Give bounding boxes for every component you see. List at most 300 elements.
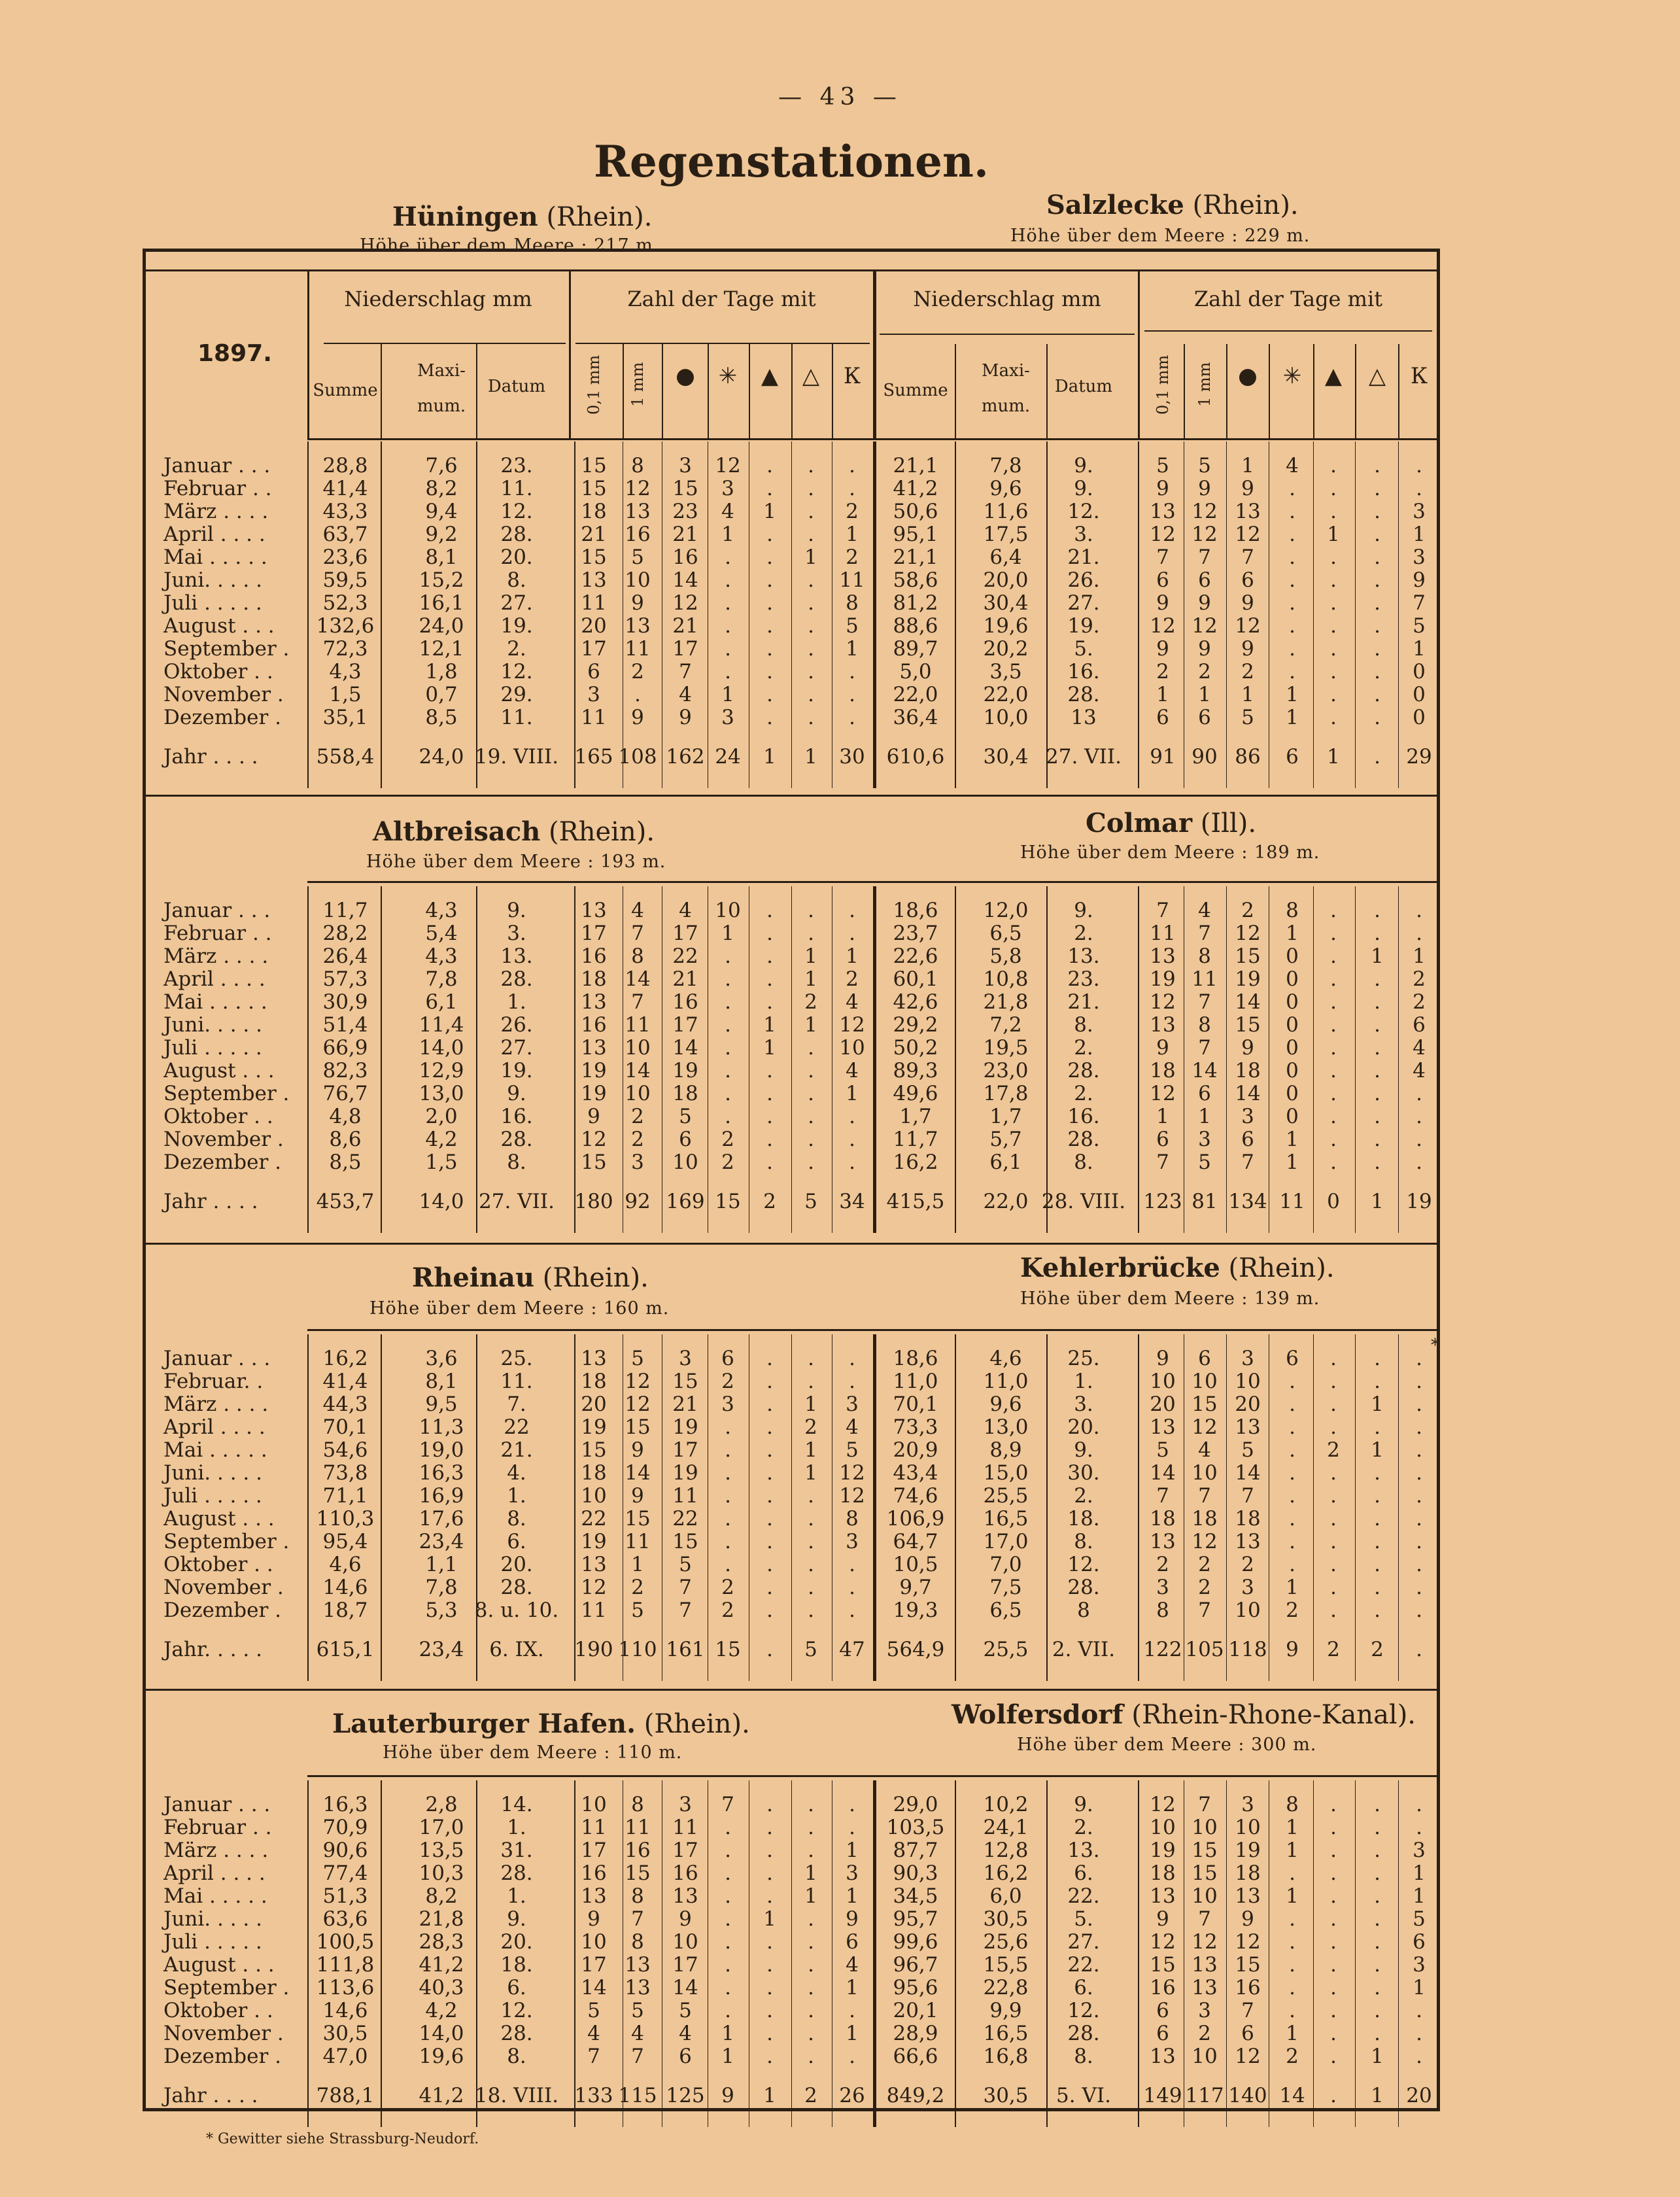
- cell-left: 11: [839, 568, 865, 592]
- cell-left: 558,4: [316, 745, 375, 769]
- cell-right: 25.: [1067, 1347, 1100, 1370]
- cell-right: 28.: [1067, 2022, 1100, 2045]
- cell-right: 5. VI.: [1056, 2084, 1111, 2107]
- cell-right: 11: [1191, 967, 1218, 991]
- cell-left: .: [766, 1599, 773, 1622]
- cell-right: 9: [1156, 477, 1169, 500]
- cell-left: 13: [625, 500, 651, 523]
- cell-right: 6: [1241, 2022, 1254, 2045]
- cell-left: 47: [839, 1638, 865, 1661]
- cell-left: 2: [631, 1128, 644, 1151]
- cell-right: .: [1416, 1599, 1422, 1622]
- cell-right: 8: [1198, 1013, 1211, 1037]
- cell-right: 3: [1156, 1576, 1169, 1599]
- cell-left: .: [849, 706, 855, 729]
- cell-right: 134: [1228, 1190, 1267, 1213]
- cell-left: .: [808, 1082, 814, 1105]
- month-label: Mai . . . . .: [163, 990, 267, 1014]
- cell-right: 0: [1286, 944, 1299, 968]
- cell-left: 19. VIII.: [474, 745, 559, 769]
- cell-left: 8,2: [425, 477, 458, 500]
- cell-left: .: [725, 944, 731, 968]
- cell-left: .: [766, 1438, 773, 1462]
- cell-left: 19,6: [419, 2045, 464, 2068]
- cell-left: .: [849, 454, 855, 477]
- cell-right: 3: [1413, 1953, 1426, 1977]
- cell-left: .: [766, 1370, 773, 1393]
- cell-left: 11: [625, 1816, 651, 1839]
- cell-right: 12: [1191, 523, 1218, 546]
- cell-left: 9: [631, 706, 644, 729]
- table-row: [0, 1082, 1680, 1105]
- cell-left: 11: [672, 1816, 698, 1839]
- cell-left: 2: [721, 1128, 734, 1151]
- cell-right: .: [1330, 2084, 1337, 2107]
- cell-left: 4,3: [329, 660, 362, 683]
- cell-right: .: [1330, 1370, 1337, 1393]
- month-label: März . . . .: [163, 500, 269, 523]
- cell-right: .: [1330, 1082, 1337, 1105]
- cell-right: 1: [1286, 2022, 1299, 2045]
- header-rule: [575, 343, 870, 344]
- cell-right: 1: [1371, 944, 1384, 968]
- cell-left: .: [766, 454, 773, 477]
- cell-right: 4: [1413, 1059, 1426, 1082]
- month-label: Dezember .: [163, 1150, 281, 1174]
- cell-right: .: [1374, 523, 1380, 546]
- cell-left: 22: [581, 1507, 607, 1531]
- cell-left: 12: [625, 1370, 651, 1393]
- cell-right: .: [1330, 967, 1337, 991]
- cell-right: .: [1330, 1816, 1337, 1839]
- cell-right: 9: [1156, 591, 1169, 615]
- header-summe: Summe: [313, 381, 378, 400]
- cell-left: .: [766, 1816, 773, 1839]
- cell-left: .: [808, 1839, 814, 1862]
- cell-right: 117: [1185, 2084, 1224, 2107]
- cell-left: .: [849, 1128, 855, 1151]
- cell-right: 2. VII.: [1052, 1638, 1116, 1661]
- cell-right: 9: [1241, 477, 1254, 500]
- cell-right: 16: [1235, 1976, 1261, 1999]
- cell-right: 7: [1241, 1999, 1254, 2022]
- cell-left: 23.: [500, 454, 533, 477]
- cell-right: .: [1289, 1370, 1295, 1393]
- cell-right: .: [1374, 500, 1380, 523]
- cell-right: 8: [1286, 899, 1299, 922]
- cell-left: 17: [672, 1013, 698, 1037]
- cell-left: 12: [839, 1013, 865, 1037]
- cell-left: 11: [581, 1816, 607, 1839]
- cell-left: 22: [504, 1415, 530, 1439]
- month-label: August . . .: [163, 1953, 275, 1977]
- cell-right: .: [1374, 1507, 1380, 1531]
- cell-right: .: [1330, 660, 1337, 683]
- table-row: [0, 1060, 1680, 1082]
- cell-right: 13: [1235, 1884, 1261, 1908]
- cell-left: 4: [846, 990, 859, 1014]
- cell-left: 190: [574, 1638, 613, 1661]
- month-label: Juli . . . . .: [163, 1930, 262, 1954]
- cell-right: 7,2: [989, 1013, 1022, 1037]
- cell-right: .: [1374, 1576, 1380, 1599]
- cell-right: .: [1289, 1976, 1295, 1999]
- cell-left: 21: [581, 523, 607, 546]
- cell-right: 10,0: [983, 706, 1029, 729]
- cell-left: 27.: [500, 591, 533, 615]
- cell-right: .: [1289, 637, 1295, 661]
- cell-left: 5,3: [425, 1599, 458, 1622]
- cell-left: 11: [625, 637, 651, 661]
- cell-left: .: [808, 660, 814, 683]
- cell-right: .: [1416, 1638, 1422, 1661]
- cell-left: 18,7: [322, 1599, 368, 1622]
- cell-left: 19.: [500, 1059, 533, 1082]
- cell-right: 3.: [1074, 1393, 1093, 1416]
- cell-left: 15: [581, 1438, 607, 1462]
- cell-right: 5,8: [989, 944, 1022, 968]
- cell-right: 1: [1286, 1128, 1299, 1151]
- cell-left: 17: [672, 637, 698, 661]
- cell-left: 169: [666, 1190, 705, 1213]
- cell-left: 1: [804, 1861, 817, 1885]
- month-label: Jahr . . . .: [163, 2084, 258, 2107]
- cell-right: 0: [1286, 1059, 1299, 1082]
- table-row: [0, 1416, 1680, 1439]
- cell-left: 15: [715, 1638, 741, 1661]
- cell-right: .: [1416, 922, 1422, 945]
- table-row: [0, 1128, 1680, 1151]
- cell-right: .: [1330, 1507, 1337, 1531]
- cell-left: .: [808, 477, 814, 500]
- cell-right: 1: [1413, 523, 1426, 546]
- cell-right: 28.: [1067, 1059, 1100, 1082]
- cell-left: 19: [672, 1415, 698, 1439]
- cell-left: 18.: [500, 1953, 533, 1977]
- cell-left: 3: [846, 1530, 859, 1553]
- table-row: [0, 945, 1680, 968]
- cell-left: 2: [631, 660, 644, 683]
- cell-right: 18: [1191, 1507, 1218, 1531]
- cell-left: 70,9: [322, 1816, 368, 1839]
- month-label: Oktober . .: [163, 1999, 273, 2022]
- cell-right: 13: [1235, 1415, 1261, 1439]
- cell-right: 12.: [1067, 1999, 1100, 2022]
- cell-left: 3: [679, 1347, 692, 1370]
- cell-right: 19,3: [893, 1599, 938, 1622]
- cell-right: 10: [1191, 1461, 1218, 1485]
- cell-right: 49,6: [893, 1082, 938, 1105]
- month-label: Februar . .: [163, 477, 272, 500]
- cell-right: 105: [1185, 1638, 1224, 1661]
- cell-right: 1: [1413, 637, 1426, 661]
- cell-left: 16: [625, 1839, 651, 1862]
- cell-left: .: [808, 1128, 814, 1151]
- cell-left: .: [766, 683, 773, 706]
- table-row: [0, 1599, 1680, 1622]
- cell-left: .: [766, 1553, 773, 1576]
- cell-left: 12: [625, 477, 651, 500]
- cell-left: 7: [679, 660, 692, 683]
- cell-left: 4: [846, 1415, 859, 1439]
- cell-left: .: [725, 568, 731, 592]
- month-label: März . . . .: [163, 1393, 269, 1416]
- cell-right: 50,2: [893, 1036, 938, 1060]
- cell-right: 6,5: [989, 1599, 1022, 1622]
- cell-left: 1,5: [329, 683, 362, 706]
- cell-left: 3: [846, 1861, 859, 1885]
- header-zahl-der-tage: Zahl der Tage mit: [627, 286, 816, 311]
- cell-left: 57,3: [322, 967, 368, 991]
- cell-left: 9: [587, 1907, 600, 1931]
- cell-left: 1: [846, 637, 859, 661]
- cell-left: 14,6: [322, 1576, 368, 1599]
- cell-left: .: [766, 1884, 773, 1908]
- cell-right: 8.: [1074, 2045, 1093, 2068]
- cell-right: 9: [1241, 591, 1254, 615]
- cell-right: 12: [1191, 614, 1218, 638]
- cell-left: 9.: [507, 899, 526, 922]
- station-elevation-left: Höhe über dem Meere : 110 m.: [383, 1742, 683, 1763]
- cell-left: 2: [721, 1576, 734, 1599]
- cell-right: 7: [1198, 922, 1211, 945]
- cell-left: 8: [631, 944, 644, 968]
- cell-right: 12,0: [983, 899, 1029, 922]
- month-label: Oktober . .: [163, 1553, 273, 1576]
- cell-left: 3: [721, 1393, 734, 1416]
- cell-left: 28,3: [419, 1930, 464, 1954]
- cell-left: 82,3: [322, 1059, 368, 1082]
- cell-right: 28.: [1067, 1128, 1100, 1151]
- cell-left: 2: [721, 1370, 734, 1393]
- cell-right: 2: [1327, 1638, 1340, 1661]
- cell-right: 0: [1286, 1013, 1299, 1037]
- cell-right: .: [1289, 614, 1295, 638]
- cell-left: 8: [631, 1884, 644, 1908]
- cell-left: 1: [846, 1839, 859, 1862]
- header-col-divider: [1355, 344, 1356, 438]
- cell-right: .: [1330, 1553, 1337, 1576]
- cell-left: 10: [625, 1036, 651, 1060]
- cell-left: 41,4: [322, 1370, 368, 1393]
- cell-right: 2: [1286, 2045, 1299, 2068]
- cell-right: 7: [1198, 1907, 1211, 1931]
- cell-right: 2: [1241, 660, 1254, 683]
- cell-left: 30,9: [322, 990, 368, 1014]
- cell-left: .: [808, 2022, 814, 2045]
- cell-right: 15: [1191, 1861, 1218, 1885]
- cell-right: 4,6: [989, 1347, 1022, 1370]
- cell-right: 11: [1279, 1190, 1305, 1213]
- cell-right: 12: [1191, 500, 1218, 523]
- cell-left: 24: [715, 745, 741, 769]
- cell-right: 22,0: [983, 1190, 1029, 1213]
- cell-left: 11.: [500, 706, 533, 729]
- cell-right: 5: [1156, 454, 1169, 477]
- cell-left: 1: [721, 523, 734, 546]
- cell-right: 16.: [1067, 1105, 1100, 1128]
- cell-left: 1: [721, 922, 734, 945]
- month-label: April . . . .: [163, 523, 266, 546]
- month-label: Mai . . . . .: [163, 545, 267, 569]
- cell-left: 18: [581, 1370, 607, 1393]
- cell-right: 96,7: [893, 1953, 938, 1977]
- header-col-divider: [1313, 344, 1314, 438]
- cell-left: 15: [672, 477, 698, 500]
- cell-right: 5: [1413, 1907, 1426, 1931]
- cell-left: .: [766, 706, 773, 729]
- header-col-divider: [1184, 344, 1185, 438]
- cell-right: 16,5: [983, 2022, 1029, 2045]
- cell-right: .: [1330, 944, 1337, 968]
- station-river-left: (Rhein).: [636, 1709, 750, 1739]
- cell-right: .: [1416, 454, 1422, 477]
- cell-right: 9: [1156, 1347, 1169, 1370]
- cell-right: 3: [1198, 1128, 1211, 1151]
- cell-left: 4,6: [329, 1553, 362, 1576]
- cell-left: 13.: [500, 944, 533, 968]
- cell-left: 7: [679, 1576, 692, 1599]
- cell-left: 15: [625, 1507, 651, 1531]
- table-row: [0, 2045, 1680, 2068]
- cell-left: .: [766, 1461, 773, 1485]
- cell-left: 21: [672, 967, 698, 991]
- cell-right: 1,7: [899, 1105, 932, 1128]
- cell-right: 27. VII.: [1046, 745, 1122, 769]
- cell-right: .: [1289, 1530, 1295, 1553]
- cell-left: 1: [804, 1393, 817, 1416]
- cell-left: .: [766, 591, 773, 615]
- cell-left: 1.: [507, 1484, 526, 1508]
- cell-left: .: [725, 545, 731, 569]
- cell-left: 10: [581, 1793, 607, 1816]
- cell-right: 11: [1150, 922, 1176, 945]
- cell-left: 72,3: [322, 637, 368, 661]
- cell-left: 8,1: [425, 545, 458, 569]
- cell-left: 59,5: [322, 568, 368, 592]
- cell-right: 6: [1241, 1128, 1254, 1151]
- cell-right: 7: [1198, 1793, 1211, 1816]
- cell-right: 90,3: [893, 1861, 938, 1885]
- cell-left: 2.: [507, 637, 526, 661]
- cell-left: 17: [581, 1839, 607, 1862]
- header-col-divider: [381, 344, 382, 438]
- hail-icon: ▲: [761, 363, 779, 389]
- cell-left: .: [849, 1347, 855, 1370]
- header-mum: mum.: [981, 396, 1031, 416]
- cell-left: 1.: [507, 990, 526, 1014]
- header-col-divider: [623, 344, 624, 438]
- cell-left: 1: [846, 944, 859, 968]
- cell-left: 11: [581, 591, 607, 615]
- cell-left: 1: [804, 967, 817, 991]
- cell-left: 16: [625, 523, 651, 546]
- cell-right: 1,7: [989, 1105, 1022, 1128]
- cell-left: .: [766, 1415, 773, 1439]
- table-row: [0, 1999, 1680, 2022]
- cell-left: 18: [581, 1461, 607, 1485]
- cell-right: 2: [1241, 1553, 1254, 1576]
- cell-right: 74,6: [893, 1484, 938, 1508]
- cell-right: 13: [1191, 1953, 1218, 1977]
- cell-right: .: [1416, 1553, 1422, 1576]
- cell-right: .: [1330, 899, 1337, 922]
- cell-right: 6: [1198, 706, 1211, 729]
- cell-right: 7: [1156, 899, 1169, 922]
- cell-left: .: [808, 454, 814, 477]
- cell-right: .: [1289, 568, 1295, 592]
- month-label: August . . .: [163, 1059, 275, 1082]
- cell-right: 103,5: [886, 1816, 945, 1839]
- cell-right: 3,5: [989, 660, 1022, 683]
- cell-right: 22.: [1067, 1953, 1100, 1977]
- cell-right: 7: [1241, 545, 1254, 569]
- cell-left: 2: [846, 500, 859, 523]
- cell-left: .: [766, 922, 773, 945]
- cell-left: 1: [763, 2084, 776, 2107]
- station-river-left: (Rhein).: [538, 202, 653, 232]
- cell-left: 3: [679, 454, 692, 477]
- cell-left: 28.: [500, 1861, 533, 1885]
- cell-right: .: [1330, 637, 1337, 661]
- cell-right: 18,6: [893, 1347, 938, 1370]
- cell-right: 9: [1413, 568, 1426, 592]
- cell-left: 8.: [507, 568, 526, 592]
- cell-left: .: [808, 2045, 814, 2068]
- cell-left: .: [634, 683, 641, 706]
- cell-left: .: [849, 477, 855, 500]
- cell-right: 1: [1198, 683, 1211, 706]
- month-label: Februar. .: [163, 1370, 264, 1393]
- cell-right: 20,0: [983, 568, 1029, 592]
- cell-right: 29: [1406, 745, 1432, 769]
- cell-left: 10: [672, 1150, 698, 1174]
- cell-right: 1: [1371, 1393, 1384, 1416]
- cell-right: 25,6: [983, 1930, 1029, 1954]
- cell-left: 11: [581, 706, 607, 729]
- table-row: [0, 1151, 1680, 1174]
- cell-left: 14: [672, 1036, 698, 1060]
- cell-left: 1,1: [425, 1553, 458, 1576]
- header-col-divider: [832, 344, 833, 438]
- cell-left: 5: [631, 1347, 644, 1370]
- cell-left: 2: [804, 1415, 817, 1439]
- station-name-right: [951, 1699, 1416, 1730]
- cell-right: 3: [1198, 1999, 1211, 2022]
- cell-left: 8,2: [425, 1884, 458, 1908]
- cell-right: .: [1374, 1861, 1380, 1885]
- cell-left: .: [766, 1484, 773, 1508]
- cell-right: .: [1374, 1816, 1380, 1839]
- cell-left: 28,8: [322, 454, 368, 477]
- station-name-right: [1046, 190, 1299, 220]
- cell-left: 1,5: [425, 1150, 458, 1174]
- cell-left: 16: [672, 1861, 698, 1885]
- cell-right: .: [1289, 591, 1295, 615]
- cell-right: 12: [1150, 1793, 1176, 1816]
- cell-left: .: [725, 1976, 731, 1999]
- station-name-left: [392, 201, 652, 232]
- cell-left: 12,1: [419, 637, 464, 661]
- cell-left: 2: [846, 967, 859, 991]
- header-col-divider: [749, 344, 750, 438]
- month-label: Dezember .: [163, 706, 281, 729]
- cell-right: 1: [1156, 683, 1169, 706]
- header-datum: Datum: [487, 377, 546, 396]
- cell-left: 1: [763, 1013, 776, 1037]
- table-row: [0, 1576, 1680, 1599]
- cell-right: 16.: [1067, 660, 1100, 683]
